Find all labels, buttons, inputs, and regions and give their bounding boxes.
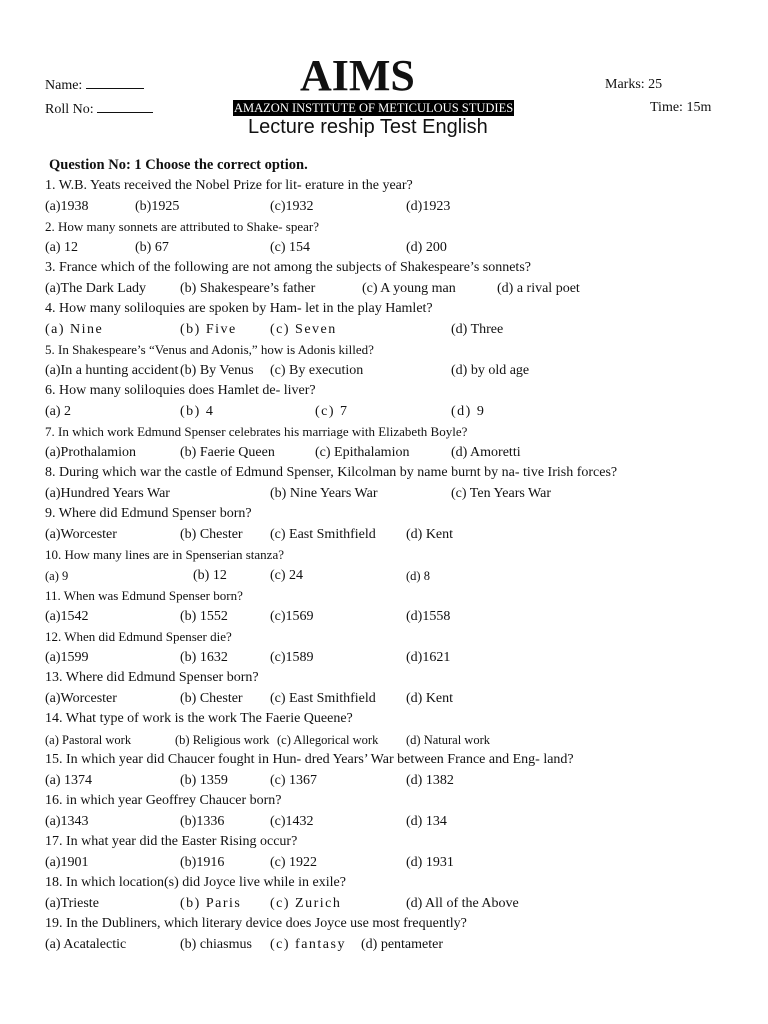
roll-field-label [45, 100, 153, 118]
marks-label: Marks: 25 [605, 77, 663, 92]
option: (d)1923 [406, 198, 451, 214]
option: (b) 1632 [180, 649, 228, 665]
option: (c) 1367 [270, 772, 318, 788]
option: (a) 12 [45, 239, 79, 255]
time-label: Time: 15m [650, 100, 712, 115]
institute-banner: AMAZON INSTITUTE OF METICULOUS STUDIES [234, 101, 514, 115]
option: (b)1336 [180, 813, 225, 829]
option: (a)Worcester [45, 690, 117, 706]
option: (b) 4 [180, 403, 215, 419]
option-row [45, 197, 635, 218]
question-text: 15. In which year did Chaucer fought in Hun- dred Years’ War between France and Eng- land? [45, 752, 574, 767]
option: (c)1432 [270, 813, 314, 829]
option: (a)Worcester [45, 526, 117, 542]
option-row [45, 648, 635, 669]
option: (d) 9 [451, 403, 486, 419]
option: (b)1916 [180, 854, 225, 870]
option-row [45, 853, 635, 874]
option: (b) chiasmus [180, 936, 252, 952]
option: (a)1901 [45, 854, 89, 870]
option-row [45, 689, 635, 710]
option: (b) Shakespeare’s father [180, 280, 316, 296]
option: (d) 1382 [406, 772, 454, 788]
option-row [45, 812, 635, 833]
option: (d) Amoretti [451, 444, 521, 460]
option: (b) Five [180, 321, 237, 337]
question-text: 18. In which location(s) did Joyce live while in exile? [45, 875, 346, 890]
option-row [45, 894, 635, 915]
option: (d) All of the Above [406, 895, 519, 911]
option: (a) Pastoral work [45, 732, 132, 747]
question-text: 6. How many soliloquies does Hamlet de- liver? [45, 383, 316, 398]
option: (d) 1931 [406, 854, 454, 870]
roll-blank-line [97, 100, 153, 113]
option-row [45, 361, 635, 382]
option: (a) Nine [45, 321, 104, 337]
option: (b)1925 [135, 198, 180, 214]
option: (b) Religious work [175, 732, 270, 747]
question-text: 3. France which of the following are not among the subjects of Shakespeare’s sonnets? [45, 260, 531, 275]
option: (a)1599 [45, 649, 89, 665]
question-text: 5. In Shakespeare’s “Venus and Adonis,” how is Adonis killed? [45, 342, 374, 357]
question-text: 2. How many sonnets are attributed to Shake- spear? [45, 219, 320, 234]
option: (d) 134 [406, 813, 447, 829]
option: (d) Natural work [406, 732, 490, 747]
option: (c) 24 [270, 567, 304, 583]
option: (a) 2 [45, 403, 72, 419]
option: (c) 7 [315, 403, 349, 419]
option: (b) Paris [180, 895, 242, 911]
option: (a) Acatalectic [45, 936, 127, 952]
question-text: 8. During which war the castle of Edmund Spenser, Kilcolman by name burnt by na- tive Irish forces? [45, 465, 618, 480]
option-row [45, 484, 635, 505]
option: (a) 9 [45, 568, 69, 583]
option-row [45, 443, 635, 464]
name-field-label [45, 76, 144, 94]
question-text: 10. How many lines are in Spenserian stanza? [45, 547, 284, 562]
option: (c)1569 [270, 608, 314, 624]
option: (b) Chester [180, 526, 243, 542]
option: (c) 154 [270, 239, 311, 255]
option-row [45, 607, 635, 628]
question-text: 7. In which work Edmund Spenser celebrates his marriage with Elizabeth Boyle? [45, 424, 468, 439]
test-subtitle: Lecture reship Test English [248, 116, 488, 138]
option: (b) 67 [135, 239, 169, 255]
option: (c) By execution [270, 362, 364, 378]
question-text: 11. When was Edmund Spenser born? [45, 588, 243, 603]
question-text: 12. When did Edmund Spenser die? [45, 629, 232, 644]
option: (d) by old age [451, 362, 530, 378]
option: (c)1932 [270, 198, 314, 214]
question-text: 16. in which year Geoffrey Chaucer born? [45, 793, 282, 808]
question-text: 19. In the Dubliners, which literary device does Joyce use most frequently? [45, 916, 467, 931]
option: (c) fantasy [270, 936, 346, 952]
option: (c)1589 [270, 649, 314, 665]
page-title: AIMS [300, 51, 415, 100]
question-text: 4. How many soliloquies are spoken by Ham- let in the play Hamlet? [45, 301, 433, 316]
option: (a) 1374 [45, 772, 93, 788]
section-heading: Question No: 1 Choose the correct option. [49, 157, 308, 173]
option: (c) Epithalamion [315, 444, 410, 460]
question-text: 1. W.B. Yeats received the Nobel Prize for lit- erature in the year? [45, 178, 413, 193]
question-text: 13. Where did Edmund Spenser born? [45, 670, 259, 685]
question-text: 14. What type of work is the work The Faerie Queene? [45, 711, 353, 726]
option: (b) 1552 [180, 608, 228, 624]
option: (d) Three [451, 321, 504, 337]
option: (d) pentameter [361, 936, 444, 952]
name-blank-line [86, 76, 144, 89]
option: (c) East Smithfield [270, 690, 376, 706]
question-list [45, 176, 635, 955]
option-row [45, 730, 635, 751]
option: (d) 8 [406, 568, 430, 583]
option-row [45, 771, 635, 792]
option: (b) Chester [180, 690, 243, 706]
option: (d) Kent [406, 690, 454, 706]
option: (d)1558 [406, 608, 451, 624]
option: (b) 12 [193, 567, 227, 583]
option: (c) 1922 [270, 854, 318, 870]
option: (a)Prothalamion [45, 444, 136, 460]
option: (b) Nine Years War [270, 485, 378, 501]
option: (b) By Venus [180, 362, 254, 378]
option-row [45, 402, 635, 423]
option: (b) 1359 [180, 772, 228, 788]
option: (a)Hundred Years War [45, 485, 170, 501]
option-row [45, 935, 635, 956]
option: (d) Kent [406, 526, 454, 542]
option: (c) Zurich [270, 895, 342, 911]
option: (c) Allegorical work [277, 732, 379, 747]
option: (a)In a hunting accident [45, 362, 179, 378]
question-text: 17. In what year did the Easter Rising occur? [45, 834, 298, 849]
option: (b) Faerie Queen [180, 444, 275, 460]
option: (a)1938 [45, 198, 89, 214]
option: (a)Trieste [45, 895, 99, 911]
option-row [45, 279, 635, 300]
option: (d)1621 [406, 649, 451, 665]
option: (a)1542 [45, 608, 89, 624]
option: (c) Seven [270, 321, 337, 337]
question-text: 9. Where did Edmund Spenser born? [45, 506, 252, 521]
option-row [45, 566, 635, 587]
roll-label-text: Roll No: [45, 102, 94, 117]
name-label-text: Name: [45, 78, 83, 93]
option: (a)The Dark Lady [45, 280, 147, 296]
option-row [45, 320, 635, 341]
option: (d) a rival poet [497, 280, 580, 296]
option: (c) East Smithfield [270, 526, 376, 542]
option: (a)1343 [45, 813, 89, 829]
option: (c) Ten Years War [451, 485, 552, 501]
option: (c) A young man [362, 280, 456, 296]
option-row [45, 525, 635, 546]
option: (d) 200 [406, 239, 447, 255]
option-row [45, 238, 635, 259]
